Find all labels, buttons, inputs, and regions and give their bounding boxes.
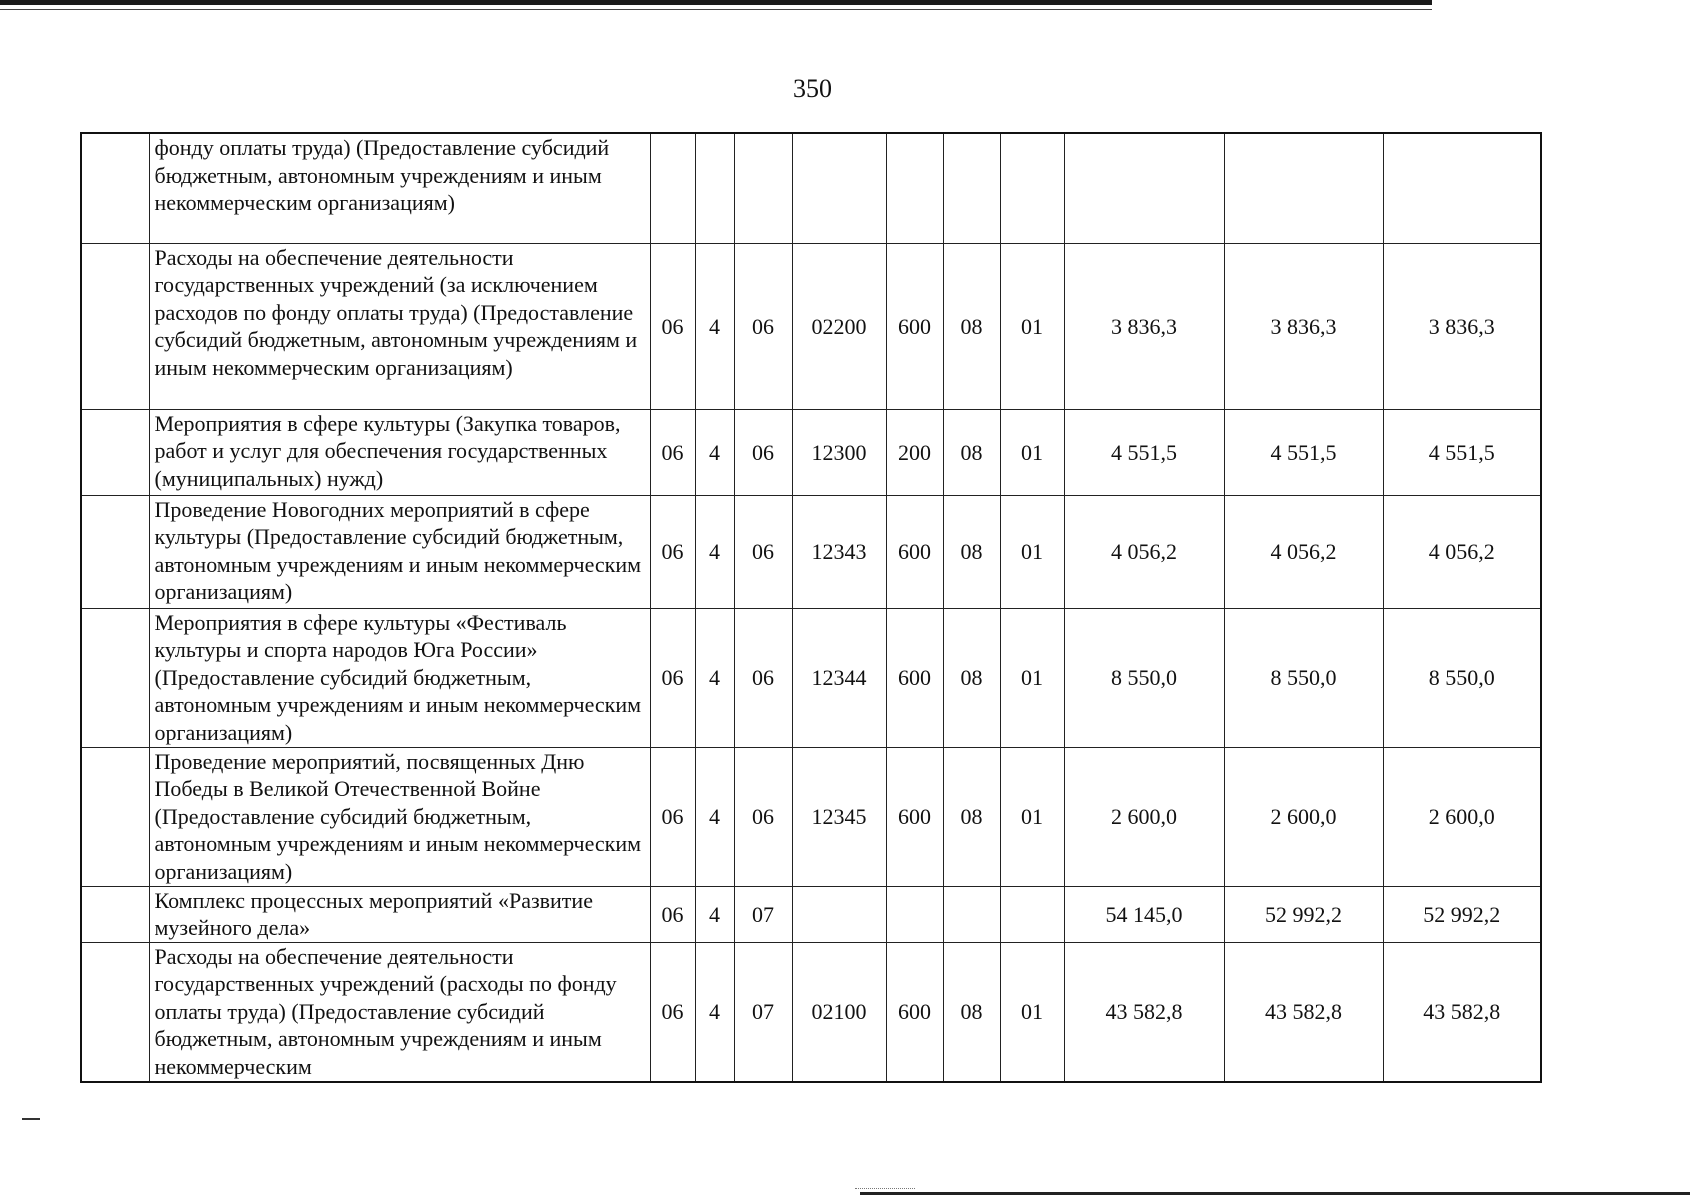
table-body (81, 133, 1541, 1082)
direction-cell: 02100 (792, 942, 886, 1082)
row-number-cell (81, 747, 149, 886)
expense-type-cell (886, 133, 943, 243)
table-row (81, 133, 1541, 243)
description-cell: Мероприятия в сфере культуры (Закупка товаров, работ и услуг для обеспечения государственных (муниципальных) нужд) (149, 409, 650, 495)
amount-1-cell: 4 551,5 (1064, 409, 1224, 495)
amount-1-cell: 3 836,3 (1064, 243, 1224, 409)
table-row (81, 243, 1541, 409)
amount-3-cell: 8 550,0 (1383, 608, 1541, 747)
event-cell (734, 133, 792, 243)
amount-3-cell: 4 056,2 (1383, 495, 1541, 608)
description-cell: Комплекс процессных мероприятий «Развитие музейного дела» (149, 886, 650, 942)
bottom-border-line (860, 1192, 1690, 1195)
expense-type-cell: 600 (886, 495, 943, 608)
subsection-cell: 01 (1000, 243, 1064, 409)
amount-2-cell (1224, 133, 1383, 243)
subsection-cell (1000, 886, 1064, 942)
direction-cell (792, 886, 886, 942)
description-cell: Проведение Новогодних мероприятий в сфере культуры (Предоставление субсидий бюджетным, автономным учреждениям и иным некоммерческим организациям) (149, 495, 650, 608)
table-row (81, 886, 1541, 942)
subsection-cell: 01 (1000, 409, 1064, 495)
bottom-dotted-line (855, 1188, 915, 1190)
subsection-cell: 01 (1000, 942, 1064, 1082)
subsection-cell: 01 (1000, 495, 1064, 608)
subprogram-cell: 4 (695, 942, 734, 1082)
expense-type-cell: 600 (886, 747, 943, 886)
amount-3-cell (1383, 133, 1541, 243)
section-cell: 08 (943, 243, 1000, 409)
row-number-cell (81, 495, 149, 608)
subprogram-cell: 4 (695, 886, 734, 942)
section-cell: 08 (943, 608, 1000, 747)
subprogram-cell: 4 (695, 495, 734, 608)
expense-type-cell: 200 (886, 409, 943, 495)
amount-1-cell (1064, 133, 1224, 243)
event-cell: 06 (734, 608, 792, 747)
program-cell: 06 (650, 243, 695, 409)
row-number-cell (81, 133, 149, 243)
program-cell (650, 133, 695, 243)
section-cell (943, 886, 1000, 942)
section-cell (943, 133, 1000, 243)
table-row (81, 747, 1541, 886)
description-cell: фонду оплаты труда) (Предоставление субсидий бюджетным, автономным учреждениям и иным некоммерческим организациям) (149, 133, 650, 243)
event-cell: 06 (734, 243, 792, 409)
subsection-cell (1000, 133, 1064, 243)
program-cell: 06 (650, 747, 695, 886)
row-number-cell (81, 243, 149, 409)
subsection-cell: 01 (1000, 608, 1064, 747)
amount-1-cell: 54 145,0 (1064, 886, 1224, 942)
table-row (81, 608, 1541, 747)
row-number-cell (81, 608, 149, 747)
description-cell: Расходы на обеспечение деятельности государственных учреждений (расходы по фонду оплаты труда) (Предоставление субсидий бюджетным, автономным учреждениям и иным некоммерческим (149, 942, 650, 1082)
top-border-line-thin (0, 9, 1432, 10)
margin-dash (22, 1118, 40, 1120)
row-number-cell (81, 942, 149, 1082)
row-number-cell (81, 886, 149, 942)
event-cell: 07 (734, 942, 792, 1082)
program-cell: 06 (650, 942, 695, 1082)
amount-3-cell: 3 836,3 (1383, 243, 1541, 409)
program-cell: 06 (650, 409, 695, 495)
page-number: 350 (793, 74, 832, 103)
program-cell: 06 (650, 495, 695, 608)
description-cell: Расходы на обеспечение деятельности государственных учреждений (за исключением расходов по фонду оплаты труда) (Предоставление субсидий бюджетным, автономным учреждениям и иным некоммерческим организациям) (149, 243, 650, 409)
section-cell: 08 (943, 409, 1000, 495)
amount-1-cell: 4 056,2 (1064, 495, 1224, 608)
table-row (81, 942, 1541, 1082)
expense-type-cell: 600 (886, 243, 943, 409)
expense-type-cell: 600 (886, 942, 943, 1082)
direction-cell: 12345 (792, 747, 886, 886)
description-cell: Проведение мероприятий, посвященных Дню Победы в Великой Отечественной Войне (Предоставление субсидий бюджетным, автономным учреждениям и иным некоммерческим организациям) (149, 747, 650, 886)
direction-cell: 12344 (792, 608, 886, 747)
program-cell: 06 (650, 608, 695, 747)
expense-type-cell (886, 886, 943, 942)
subprogram-cell: 4 (695, 243, 734, 409)
amount-2-cell: 52 992,2 (1224, 886, 1383, 942)
subprogram-cell: 4 (695, 608, 734, 747)
event-cell: 06 (734, 495, 792, 608)
amount-3-cell: 43 582,8 (1383, 942, 1541, 1082)
amount-1-cell: 43 582,8 (1064, 942, 1224, 1082)
direction-cell: 12343 (792, 495, 886, 608)
table-row (81, 495, 1541, 608)
event-cell: 07 (734, 886, 792, 942)
amount-2-cell: 2 600,0 (1224, 747, 1383, 886)
top-border-line (0, 0, 1432, 5)
section-cell: 08 (943, 495, 1000, 608)
program-cell: 06 (650, 886, 695, 942)
section-cell: 08 (943, 942, 1000, 1082)
amount-2-cell: 4 551,5 (1224, 409, 1383, 495)
subprogram-cell: 4 (695, 409, 734, 495)
direction-cell: 02200 (792, 243, 886, 409)
amount-3-cell: 4 551,5 (1383, 409, 1541, 495)
amount-2-cell: 3 836,3 (1224, 243, 1383, 409)
direction-cell: 12300 (792, 409, 886, 495)
expense-type-cell: 600 (886, 608, 943, 747)
row-number-cell (81, 409, 149, 495)
table-row (81, 409, 1541, 495)
amount-2-cell: 8 550,0 (1224, 608, 1383, 747)
amount-3-cell: 2 600,0 (1383, 747, 1541, 886)
amount-2-cell: 43 582,8 (1224, 942, 1383, 1082)
subprogram-cell (695, 133, 734, 243)
budget-table (80, 132, 1542, 1083)
direction-cell (792, 133, 886, 243)
event-cell: 06 (734, 747, 792, 886)
amount-1-cell: 8 550,0 (1064, 608, 1224, 747)
amount-1-cell: 2 600,0 (1064, 747, 1224, 886)
subprogram-cell: 4 (695, 747, 734, 886)
description-cell: Мероприятия в сфере культуры «Фестиваль культуры и спорта народов Юга России» (Предоставление субсидий бюджетным, автономным учреждениям и иным некоммерческим организациям) (149, 608, 650, 747)
event-cell: 06 (734, 409, 792, 495)
subsection-cell: 01 (1000, 747, 1064, 886)
section-cell: 08 (943, 747, 1000, 886)
amount-2-cell: 4 056,2 (1224, 495, 1383, 608)
amount-3-cell: 52 992,2 (1383, 886, 1541, 942)
